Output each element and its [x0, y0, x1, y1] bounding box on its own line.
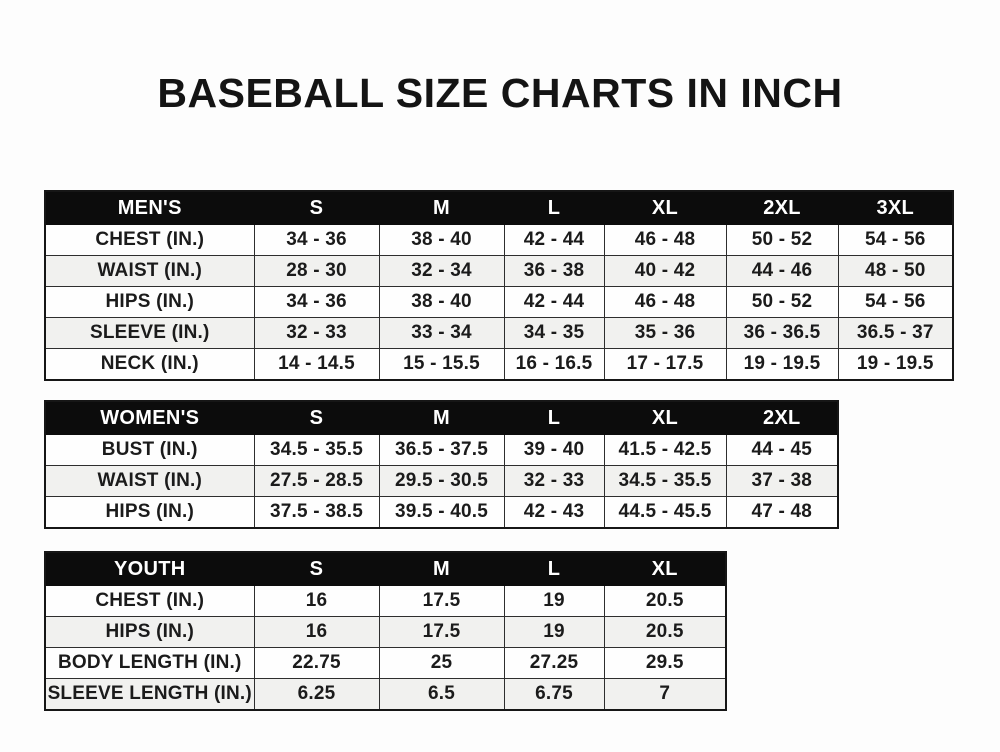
row-label-cell: CHEST (IN.): [45, 586, 254, 617]
table-row: [45, 256, 953, 287]
size-value-cell: 35 - 36: [604, 318, 726, 349]
size-value-cell: 44 - 46: [726, 256, 838, 287]
size-column-header: S: [254, 552, 379, 586]
size-value-cell: 36 - 36.5: [726, 318, 838, 349]
size-value-cell: 17.5: [379, 586, 504, 617]
size-value-cell: 15 - 15.5: [379, 349, 504, 381]
size-value-cell: 6.25: [254, 679, 379, 711]
size-value-cell: 17.5: [379, 617, 504, 648]
size-value-cell: 32 - 34: [379, 256, 504, 287]
size-value-cell: 6.5: [379, 679, 504, 711]
size-value-cell: 28 - 30: [254, 256, 379, 287]
size-column-header: XL: [604, 191, 726, 225]
size-value-cell: 6.75: [504, 679, 604, 711]
size-value-cell: 36.5 - 37: [838, 318, 953, 349]
table-row: [45, 318, 953, 349]
table-row: [45, 648, 726, 679]
womens-size-table: [44, 400, 839, 529]
size-value-cell: 17 - 17.5: [604, 349, 726, 381]
size-value-cell: 16 - 16.5: [504, 349, 604, 381]
size-value-cell: 27.5 - 28.5: [254, 466, 379, 497]
size-value-cell: 20.5: [604, 617, 726, 648]
size-value-cell: 22.75: [254, 648, 379, 679]
row-label-cell: WAIST (IN.): [45, 466, 254, 497]
size-value-cell: 54 - 56: [838, 287, 953, 318]
size-value-cell: 54 - 56: [838, 225, 953, 256]
size-value-cell: 29.5 - 30.5: [379, 466, 504, 497]
size-value-cell: 33 - 34: [379, 318, 504, 349]
table-row: [45, 466, 838, 497]
size-column-header: S: [254, 401, 379, 435]
size-value-cell: 42 - 44: [504, 225, 604, 256]
page-title: BASEBALL SIZE CHARTS IN INCH: [157, 70, 843, 116]
size-value-cell: 41.5 - 42.5: [604, 435, 726, 466]
row-label-cell: WAIST (IN.): [45, 256, 254, 287]
size-value-cell: 16: [254, 617, 379, 648]
table-row: [45, 349, 953, 381]
table-row: [45, 497, 838, 529]
size-value-cell: 29.5: [604, 648, 726, 679]
row-label-cell: CHEST (IN.): [45, 225, 254, 256]
size-value-cell: 27.25: [504, 648, 604, 679]
size-value-cell: 44 - 45: [726, 435, 838, 466]
size-value-cell: 44.5 - 45.5: [604, 497, 726, 529]
size-value-cell: 34 - 35: [504, 318, 604, 349]
row-label-cell: BODY LENGTH (IN.): [45, 648, 254, 679]
row-label-cell: SLEEVE LENGTH (IN.): [45, 679, 254, 711]
size-value-cell: 37.5 - 38.5: [254, 497, 379, 529]
size-value-cell: 32 - 33: [254, 318, 379, 349]
table-title-cell: MEN'S: [45, 191, 254, 225]
row-label-cell: HIPS (IN.): [45, 497, 254, 529]
size-value-cell: 34 - 36: [254, 287, 379, 318]
size-value-cell: 34.5 - 35.5: [604, 466, 726, 497]
size-value-cell: 19: [504, 617, 604, 648]
header-row: [45, 401, 838, 435]
size-value-cell: 39 - 40: [504, 435, 604, 466]
size-value-cell: 38 - 40: [379, 287, 504, 318]
row-label-cell: BUST (IN.): [45, 435, 254, 466]
youth-size-table: [44, 551, 727, 711]
table-row: [45, 586, 726, 617]
table-title-cell: WOMEN'S: [45, 401, 254, 435]
row-label-cell: HIPS (IN.): [45, 287, 254, 318]
size-value-cell: 36 - 38: [504, 256, 604, 287]
size-value-cell: 37 - 38: [726, 466, 838, 497]
mens-size-table: [44, 190, 954, 381]
size-column-header: L: [504, 552, 604, 586]
size-value-cell: 25: [379, 648, 504, 679]
size-value-cell: 50 - 52: [726, 225, 838, 256]
table-row: [45, 287, 953, 318]
size-column-header: M: [379, 552, 504, 586]
row-label-cell: HIPS (IN.): [45, 617, 254, 648]
size-value-cell: 46 - 48: [604, 287, 726, 318]
size-value-cell: 19: [504, 586, 604, 617]
size-value-cell: 47 - 48: [726, 497, 838, 529]
size-column-header: XL: [604, 552, 726, 586]
size-value-cell: 42 - 43: [504, 497, 604, 529]
size-value-cell: 50 - 52: [726, 287, 838, 318]
size-column-header: S: [254, 191, 379, 225]
size-value-cell: 20.5: [604, 586, 726, 617]
size-value-cell: 48 - 50: [838, 256, 953, 287]
size-column-header: M: [379, 401, 504, 435]
size-value-cell: 42 - 44: [504, 287, 604, 318]
table-row: [45, 435, 838, 466]
table-row: [45, 617, 726, 648]
size-value-cell: 36.5 - 37.5: [379, 435, 504, 466]
size-value-cell: 34 - 36: [254, 225, 379, 256]
row-label-cell: SLEEVE (IN.): [45, 318, 254, 349]
size-column-header: L: [504, 401, 604, 435]
header-row: [45, 552, 726, 586]
size-value-cell: 34.5 - 35.5: [254, 435, 379, 466]
size-column-header: L: [504, 191, 604, 225]
size-value-cell: 38 - 40: [379, 225, 504, 256]
size-value-cell: 7: [604, 679, 726, 711]
table-row: [45, 225, 953, 256]
size-value-cell: 19 - 19.5: [838, 349, 953, 381]
size-value-cell: 46 - 48: [604, 225, 726, 256]
size-column-header: 2XL: [726, 401, 838, 435]
size-value-cell: 14 - 14.5: [254, 349, 379, 381]
size-column-header: 2XL: [726, 191, 838, 225]
size-value-cell: 40 - 42: [604, 256, 726, 287]
size-column-header: 3XL: [838, 191, 953, 225]
table-row: [45, 679, 726, 711]
size-value-cell: 32 - 33: [504, 466, 604, 497]
table-title-cell: YOUTH: [45, 552, 254, 586]
header-row: [45, 191, 953, 225]
size-column-header: M: [379, 191, 504, 225]
row-label-cell: NECK (IN.): [45, 349, 254, 381]
size-column-header: XL: [604, 401, 726, 435]
size-value-cell: 19 - 19.5: [726, 349, 838, 381]
size-value-cell: 39.5 - 40.5: [379, 497, 504, 529]
size-value-cell: 16: [254, 586, 379, 617]
